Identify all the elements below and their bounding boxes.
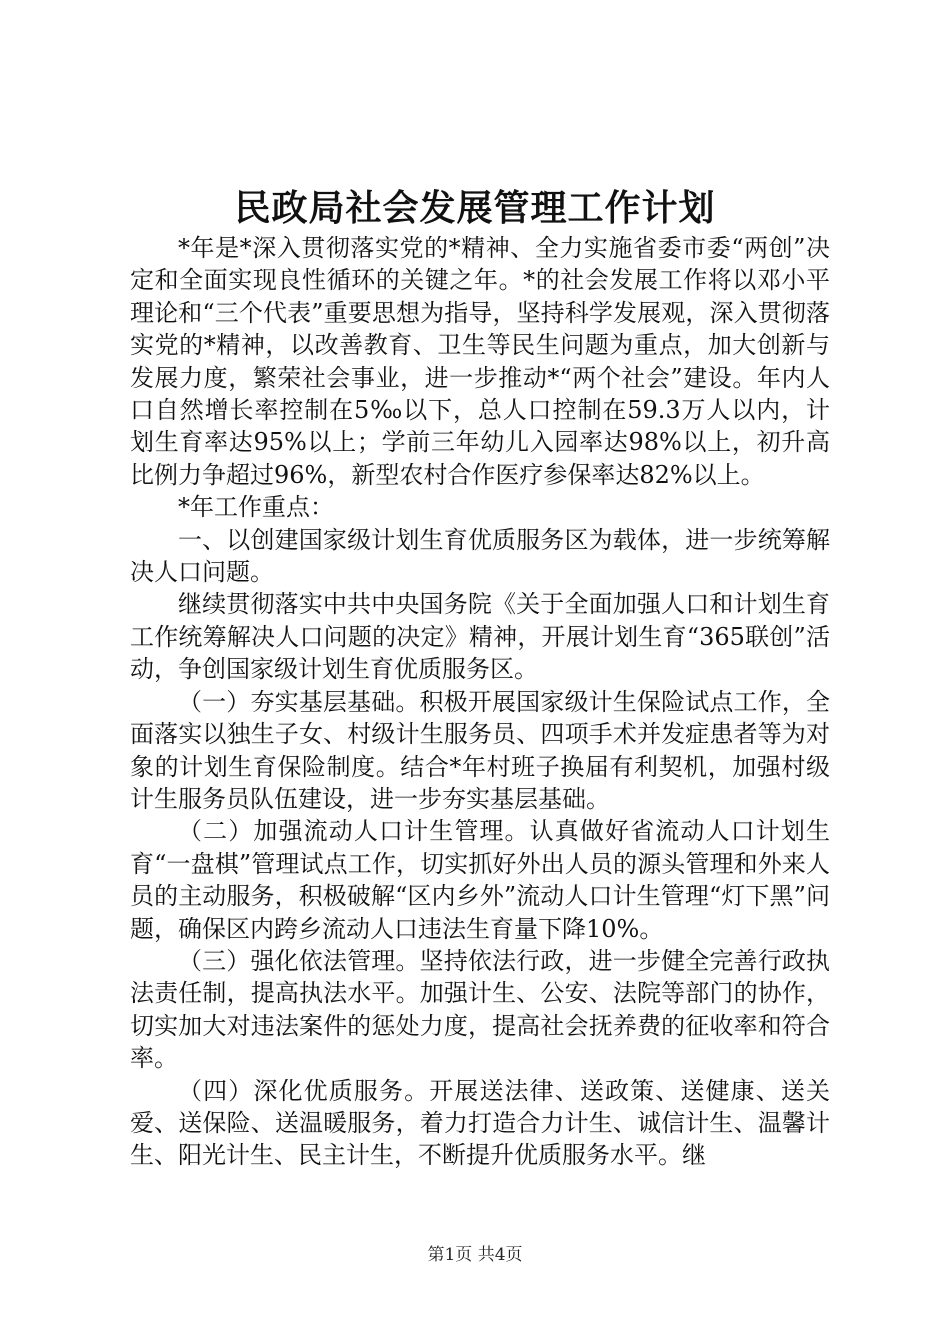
paragraph-key-points-heading: *年工作重点： — [178, 493, 334, 522]
document-title: 民政局社会发展管理工作计划 — [234, 187, 716, 229]
section-heading-1: 一、以创建国家级计划生育优质服务区为载体，进一步统筹解决人口问题。 — [130, 525, 830, 587]
paragraph-item-4: （四）深化优质服务。开展送法律、送政策、送健康、送关爱、送保险、送温暖服务，着力打造合力计生、诚信计生、温馨计生、阳光计生、民主计生，不断提升优质服务水平。继 — [130, 1076, 830, 1170]
document-body — [130, 232, 830, 1172]
paragraph-section-1-intro: 继续贯彻落实中共中央国务院《关于全面加强人口和计划生育工作统筹解决人口问题的决定》精神，开展计划生育“365联创”活动，争创国家级计划生育优质服务区。 — [130, 590, 830, 684]
paragraph-item-2: （二）加强流动人口计生管理。认真做好省流动人口计划生育“一盘棋”管理试点工作，切实抓好外出人员的源头管理和外来人员的主动服务，积极破解“区内乡外”流动人口计生管理“灯下黑”问题，确保区内跨乡流动人口违法生育量下降10%。 — [130, 817, 830, 943]
paragraph-intro: *年是*深入贯彻落实党的*精神、全力实施省委市委“两创”决定和全面实现良性循环的关键之年。*的社会发展工作将以邓小平理论和“三个代表”重要思想为指导，坚持科学发展观，深入贯彻落实党的*精神，以改善教育、卫生等民生问题为重点，加大创新与发展力度，繁荣社会事业，进一步推动*“两个社会”建设。年内人口自然增长率控制在5‰以下，总人口控制在59.3万人以内，计划生育率达95%以上；学前三年幼儿入园率达98%以上，初升高比例力争超过96%，新型农村合作医疗参保率达82%以上。 — [130, 234, 830, 489]
paragraph-item-3: （三）强化依法管理。坚持依法行政，进一步健全完善行政执法责任制，提高执法水平。加强计生、公安、法院等部门的协作，切实加大对违法案件的惩处力度，提高社会抚养费的征收率和符合率。 — [130, 946, 830, 1073]
page-footer: 第1页 共4页 — [427, 1245, 523, 1265]
paragraph-item-1: （一）夯实基层基础。积极开展国家级计生保险试点工作，全面落实以独生子女、村级计生服务员、四项手术并发症患者等为对象的计划生育保险制度。结合*年村班子换届有利契机，加强村级计生服务员队伍建设，进一步夯实基层基础。 — [130, 687, 830, 813]
